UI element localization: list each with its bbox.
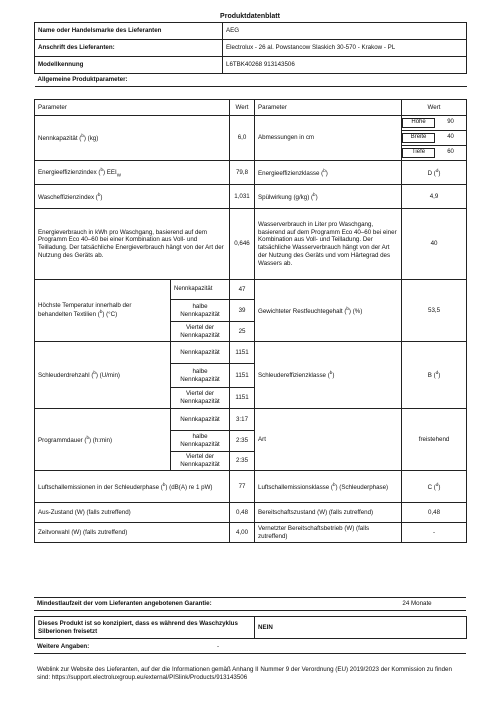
temperature-label: Höchste Temperatur innerhalb der behandelten Textilien ($^b$) (°C): [35, 280, 171, 342]
rinse-value: 4,9: [402, 185, 467, 209]
silver-table: [34, 616, 467, 639]
duration-label: Programmdauer ($^b$) (h:min): [35, 409, 171, 471]
col-parameter-2: Parameter: [255, 100, 402, 116]
temp-full-label: Nennkapazität: [174, 285, 213, 292]
spin-speed-label: Schleuderdrehzahl ($^b$) (U/min): [35, 342, 171, 409]
dur-quarter-value: 2:35: [230, 452, 255, 471]
dur-full-label: Nennkapazität: [171, 409, 230, 431]
eei-value: 79,8: [230, 161, 255, 185]
guarantee-value: 24 Monate: [368, 598, 466, 611]
supplier-label: Name oder Handelsmarke des Lieferanten: [35, 23, 223, 40]
width-value: 40: [447, 134, 454, 141]
spin-quarter-value: 1151: [230, 388, 255, 409]
temp-quarter-label: Viertel der Nennkapazität: [171, 322, 230, 342]
dimensions-label: Abmessungen in cm: [255, 116, 402, 161]
off-mode-label: Aus-Zustand (W) (falls zutreffend): [35, 503, 230, 523]
delay-start-value: 4,00: [230, 523, 255, 543]
spin-half-value: 1151: [230, 364, 255, 388]
type-value: freistehend: [402, 409, 467, 471]
type-label: Art: [255, 409, 402, 471]
address-value: Electrolux - 26 al. Powstancow Slaskich 30-570 - Krakow - PL: [223, 40, 467, 57]
model-value: L6TBK40268 913143506: [223, 57, 467, 74]
dur-half-value: 2:35: [230, 431, 255, 452]
more-info-value: -: [214, 642, 466, 653]
more-info-label: Weitere Angaben:: [34, 642, 214, 653]
silver-ions-value: NEIN: [255, 617, 467, 639]
dur-quarter-label: Viertel der Nennkapazität: [171, 452, 230, 471]
depth-cell: [402, 146, 467, 161]
standby-label: Bereitschaftszustand (W) (falls zutreffend): [255, 503, 402, 523]
spin-class-label: Schleudereffizienzklasse ($^b$): [255, 342, 402, 409]
guarantee-label: Mindestlaufzeit der vom Lieferanten angebotenen Garantie:: [34, 598, 368, 611]
page-title: Produktdatenblatt: [220, 13, 280, 20]
energy-consumption-label: Energieverbrauch in kWh pro Waschgang, basierend auf dem Programm Eco 40–60 bei einer Kombination aus Voll- und Teilladung. Der tatsächliche Energieverbrauch hängt von der Art der Nutzung des Geräts ab.: [35, 209, 230, 280]
networked-standby-label: Vernetzter Bereitschaftsbetrieb (W) (falls zutreffend): [255, 523, 402, 543]
noise-value: 77: [230, 471, 255, 503]
general-parameters-label: Allgemeine Produktparameter:: [35, 74, 467, 87]
temp-half-value: 39: [230, 300, 255, 322]
spin-class-value: B ($^d$): [402, 342, 467, 409]
wash-efficiency-value: 1,031: [230, 185, 255, 209]
width-cell: [402, 131, 467, 146]
temp-full-value: 47: [230, 280, 255, 300]
dur-half-label: halbe Nennkapazität: [171, 431, 230, 452]
weblink-text: Weblink zur Website des Lieferanten, auf der die Informationen gemäß Anhang II Nummer 9 der Verordnung (EU) 2019/2023 der Kommission zu finden sind: https://support.electroluxgroup.eu/external/PISlink/Products/913143506: [37, 666, 452, 682]
spin-quarter-label: Viertel der Nennkapazität: [171, 388, 230, 409]
standby-value: 0,48: [402, 503, 467, 523]
height-cell: [402, 116, 467, 131]
water-consumption-label: Wasserverbrauch in Liter pro Waschgang, basierend auf dem Programm Eco 40–60 bei einer Kombination aus Voll- und Teilladung. Der tatsächliche Wasserverbrauch hängt von der Art der Nutzung des Geräts und vom Härtegrad des Wassers ab.: [255, 209, 402, 280]
parameter-table: [34, 99, 467, 543]
water-consumption-value: 40: [402, 209, 467, 280]
width-label: Breite: [403, 134, 435, 143]
col-value-2: Wert: [402, 100, 467, 116]
guarantee-table: [34, 597, 466, 611]
eei-label: Energieeffizienzindex ($^b$) $EEI_W$: [35, 161, 230, 185]
height-label: Höhe: [403, 119, 435, 128]
wash-efficiency-label: Wascheffizienzindex ($^b$): [35, 185, 230, 209]
noise-class-label: Luftschallemissionsklasse ($^b$) (Schleuderphase): [255, 471, 402, 503]
spin-half-label: halbe Nennkapazität: [171, 364, 230, 388]
more-info-table: [34, 642, 466, 654]
networked-standby-value: -: [402, 523, 467, 543]
noise-class-value: C ($^d$): [402, 471, 467, 503]
dur-full-value: 3:17: [230, 409, 255, 431]
col-value: Wert: [230, 100, 255, 116]
spin-full-value: 1151: [230, 342, 255, 364]
capacity-value: 6,0: [230, 116, 255, 161]
moisture-value: 53,5: [402, 280, 467, 342]
silver-ions-label: Dieses Produkt ist so konzipiert, dass es während des Waschzyklus Silberionen freisetzt: [35, 617, 255, 639]
depth-label: Tiefe: [403, 149, 435, 158]
capacity-label: Nennkapazität ($^b$) (kg): [35, 116, 230, 161]
supplier-value: AEG: [223, 23, 467, 40]
energy-consumption-value: 0,646: [230, 209, 255, 280]
col-parameter: Parameter: [35, 100, 230, 116]
energy-class-value: D ($^d$): [402, 161, 467, 185]
temp-half-label: halbe Nennkapazität: [171, 300, 230, 322]
temp-quarter-value: 25: [230, 322, 255, 342]
supplier-table: [34, 22, 467, 87]
spin-full-label: Nennkapazität: [171, 342, 230, 364]
address-label: Anschrift des Lieferanten:: [35, 40, 223, 57]
noise-label: Luftschallemissionen in der Schleuderphase ($^b$) (dB(A) re 1 pW): [35, 471, 230, 503]
moisture-label: Gewichteter Restfeuchtegehalt ($^b$) (%): [255, 280, 402, 342]
energy-class-label: Energieeffizienzklasse ($^b$): [255, 161, 402, 185]
model-label: Modellkennung: [35, 57, 223, 74]
delay-start-label: Zeitvorwahl (W) (falls zutreffend): [35, 523, 230, 543]
temp-full-cell: [171, 280, 230, 300]
rinse-label: Spülwirkung (g/kg) ($^b$): [255, 185, 402, 209]
height-value: 90: [447, 119, 454, 126]
off-mode-value: 0,48: [230, 503, 255, 523]
depth-value: 60: [447, 149, 454, 156]
